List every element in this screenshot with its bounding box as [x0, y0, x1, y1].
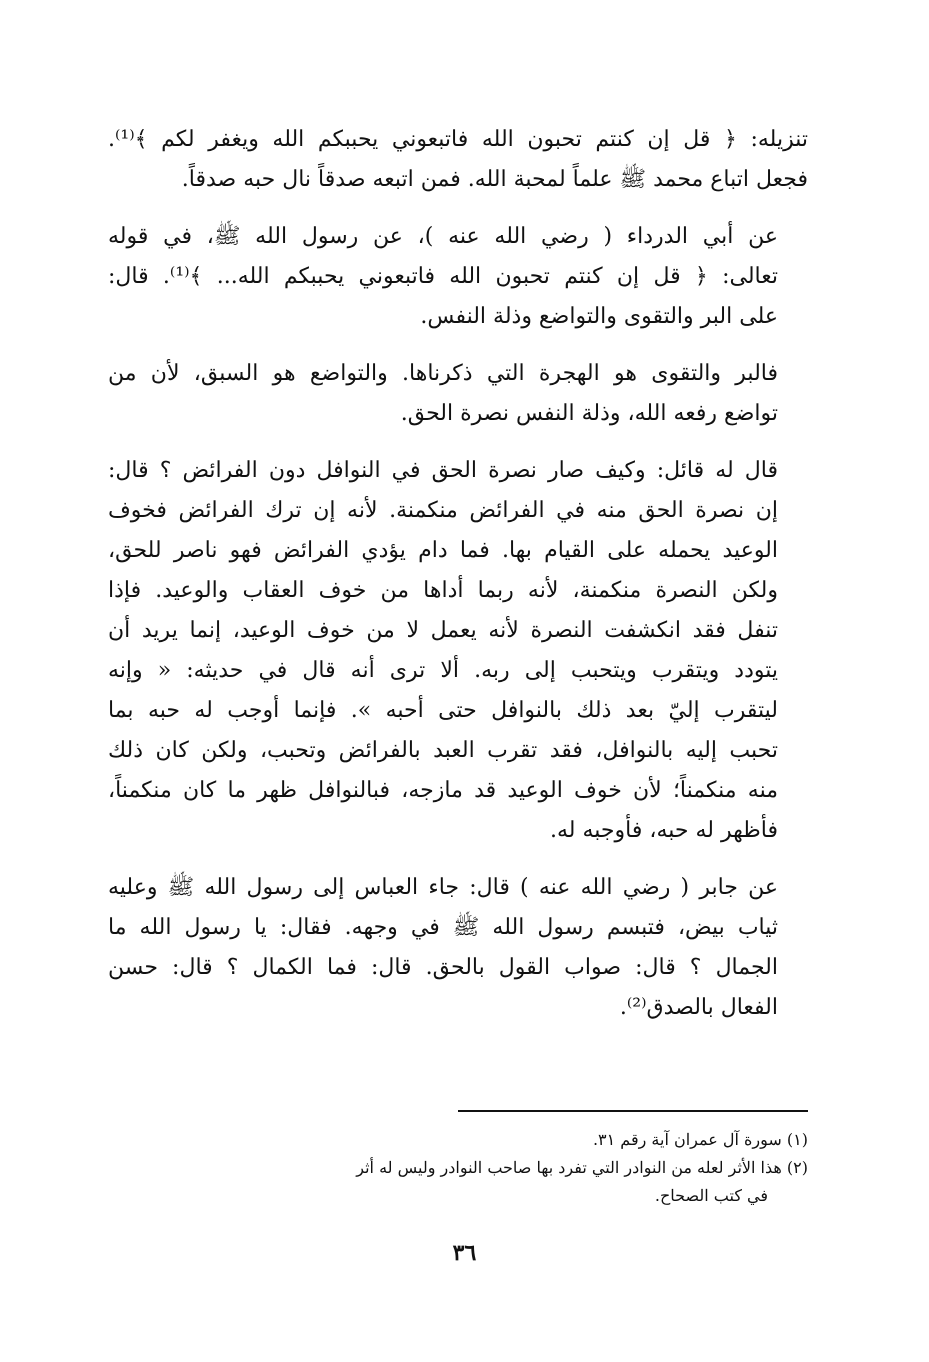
- text-line: قال له قائل: وكيف صار نصرة الحق في النوافل دون الفرائض ؟ قال:: [108, 458, 778, 483]
- text-line: فجعل اتباع محمد ﷺ علماً لمحبة الله. فمن اتبعه صدقاً نال حبه صدقاً.: [181, 167, 808, 192]
- text-line: ولكن النصرة منكمنة، لأنه ربما أداها من خوف العقاب والوعيد. فإذا: [108, 578, 778, 603]
- text-line: فالبر والتقوى هو الهجرة التي ذكرناها. والتواضع هو السبق، لأن من: [108, 361, 778, 386]
- text-line: عن أبي الدرداء ( رضي الله عنه )، عن رسول الله ﷺ، في قوله: [108, 224, 778, 249]
- text-line: على البر والتقوى والتواضع وذلة النفس.: [420, 304, 778, 329]
- text-line: تواضع رفعه الله، وذلة النفس نصرة الحق.: [400, 401, 778, 426]
- text-line: منه منكمناً؛ لأن خوف الوعيد قد مازجه، فبالنوافل ظهر ما كان منكمناً،: [108, 778, 778, 803]
- footnote-1: (١) سورة آل عمران آية رقم ٣١.: [592, 1130, 808, 1149]
- text-line: إن نصرة الحق منه في الفرائض منكمنة. لأنه إن ترك الفرائض فخوف: [108, 498, 778, 523]
- page-number: ٣٦: [452, 1240, 477, 1266]
- text-line: فأظهر له حبه، فأوجبه له.: [550, 818, 778, 843]
- text-line: الجمال ؟ قال: صواب القول بالحق. قال: فما الكمال ؟ قال: حسن: [108, 955, 778, 980]
- text-line: الوعيد يحمله على القيام بها. فما دام يؤدي الفرائض فهو ناصر للحق،: [108, 538, 778, 563]
- text-line: ثياب بيض، فتبسم رسول الله ﷺ في وجهه. فقال: يا رسول الله ما: [108, 915, 778, 940]
- footnote-divider: [458, 1110, 808, 1112]
- footnote-2-continuation: في كتب الصحاح.: [654, 1186, 768, 1205]
- text-line: عن جابر ( رضي الله عنه ) قال: جاء العباس إلى رسول الله ﷺ وعليه: [108, 875, 778, 900]
- text-line: الفعال بالصدق⁽²⁾.: [619, 995, 778, 1020]
- paragraph-4: [108, 451, 808, 851]
- text-line: ليتقرب إليّ بعد ذلك بالنوافل حتى أحبه ». فإنما أوجب له حبه بما: [108, 698, 778, 723]
- text-line: تحبب إليه بالنوافل، فقد تقرب العبد بالفرائض وتحبب، ولكن كان ذلك: [108, 738, 778, 763]
- text-line: تنفل فقد انكشفت النصرة لأنه يعمل لا من خوف الوعيد، إنما يريد أن: [108, 618, 778, 643]
- text-line: تنزيله: ﴿ قل إن كنتم تحبون الله فاتبعوني يحببكم الله ويغفر لكم ﴾⁽¹⁾.: [108, 127, 808, 152]
- page-body: [108, 120, 808, 1045]
- text-line: يتودد ويتقرب ويتحبب إلى ربه. ألا ترى أنه قال في حديثه: « وإنه: [108, 658, 778, 683]
- paragraph-2: [108, 217, 808, 337]
- text-line: تعالى: ﴿ قل إن كنتم تحبون الله فاتبعوني يحببكم الله... ﴾⁽¹⁾. قال:: [108, 264, 778, 289]
- paragraph-3: [108, 354, 808, 434]
- paragraph-5: [108, 868, 808, 1028]
- footnote-2: (٢) هذا الأثر لعله من النوادر التي تفرد بها صاحب النوادر وليس له أثر: [356, 1158, 808, 1177]
- paragraph-1: [108, 120, 808, 200]
